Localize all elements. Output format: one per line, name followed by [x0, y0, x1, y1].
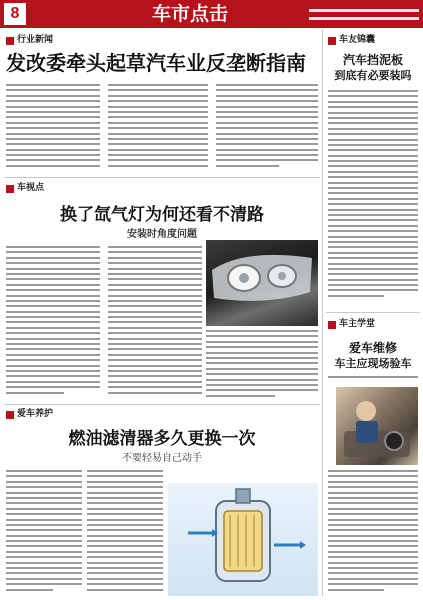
section-tag-label: 车主学堂: [339, 319, 376, 329]
fuel-filter-diagram: [168, 483, 318, 596]
section-tag-viewpoint: [6, 182, 44, 195]
tag-marker-icon: [6, 185, 14, 193]
story-subheadline: 安装时角度问题: [127, 229, 197, 240]
story-headline: 燃油滤清器多久更换一次: [68, 429, 256, 449]
section-divider: [4, 177, 320, 178]
story-headline: 换了氙气灯为何还看不清路: [60, 205, 264, 225]
masthead-title: 车市点击: [151, 3, 228, 25]
section-tag-label: 行业新闻: [17, 35, 54, 45]
section-tag-industry: [6, 34, 53, 47]
mechanic-illustration: [336, 387, 418, 465]
section-divider: [4, 404, 320, 405]
section-tag-car-care: [6, 408, 53, 421]
page-number: 8: [4, 3, 26, 25]
article-body: [108, 246, 202, 400]
lead-headline: 发改委牵头起草汽车业反垄断指南: [6, 51, 306, 75]
fuel-filter-illustration: [168, 483, 318, 596]
story-subheadline: 不要轻易自己动手: [122, 453, 202, 464]
section-tag-label: 车友锦囊: [339, 35, 376, 45]
section-tag-label: 车视点: [17, 183, 45, 193]
tag-marker-icon: [328, 321, 336, 329]
story-headline: 车主应现场验车: [334, 357, 412, 370]
article-body: [108, 84, 208, 172]
section-tag-owner-class: [328, 318, 375, 331]
article-body: [6, 84, 100, 172]
article-body: [328, 90, 418, 308]
section-tag-label: 爱车养护: [17, 409, 54, 419]
story-headline: 汽车挡泥板: [342, 53, 403, 67]
story-headline: 爱车维修: [348, 341, 397, 355]
section-tag-tips: [328, 34, 375, 47]
headlight-illustration: [206, 240, 318, 326]
article-body: [6, 246, 100, 400]
article-body: [328, 470, 418, 596]
article-body: [216, 84, 318, 172]
tag-marker-icon: [328, 37, 336, 45]
masthead-rule: [309, 9, 419, 12]
tag-marker-icon: [6, 411, 14, 419]
article-body: [328, 376, 418, 384]
masthead-rule: [309, 17, 419, 20]
story-headline: 到底有必要装吗: [334, 69, 412, 82]
article-body: [87, 470, 163, 596]
tag-marker-icon: [6, 37, 14, 45]
masthead: [0, 0, 423, 28]
article-body: [206, 330, 318, 400]
car-repair-photo: [336, 387, 418, 465]
article-body: [6, 470, 82, 596]
column-divider: [322, 30, 323, 596]
headlight-photo: [206, 240, 318, 326]
section-divider: [326, 312, 420, 313]
